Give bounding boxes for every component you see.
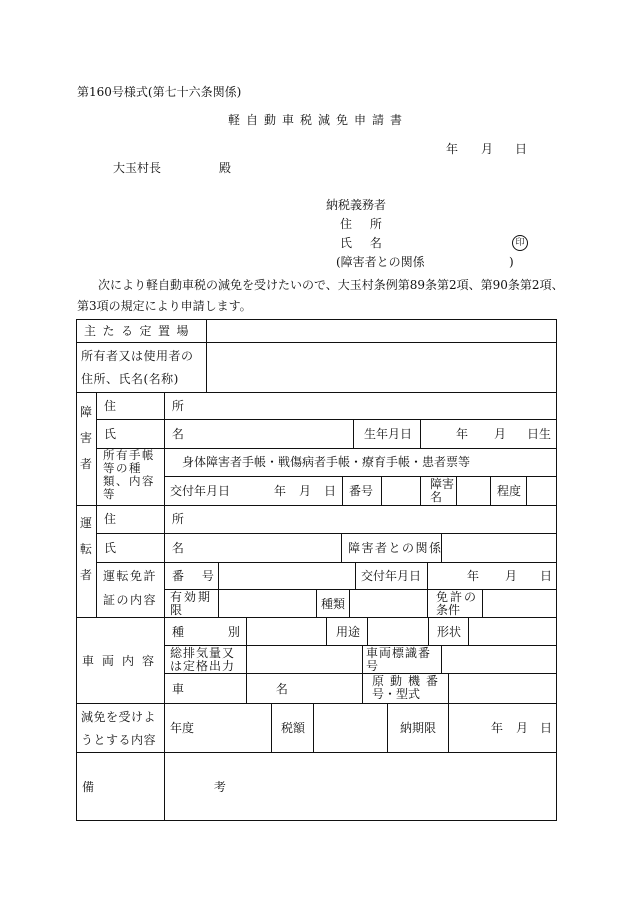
- handbook-label-line-2: 等の種: [103, 461, 142, 475]
- driver-group-label: 運 転 者: [79, 516, 92, 582]
- date-month-label: 月: [481, 142, 494, 156]
- vehicle-displacement-label-line-2: は定格出力: [170, 659, 236, 673]
- disability-degree-label: 程度: [497, 484, 522, 498]
- license-label-line-1: 運転免許: [103, 569, 158, 583]
- license-label-line-2: 証の内容: [103, 593, 158, 607]
- taxpayer-relation-close: ): [509, 255, 514, 269]
- handbook-issue-date-label: 交付年月日: [170, 484, 231, 498]
- driver-address-label: 住 所: [104, 512, 210, 526]
- birth-month-label: 月: [494, 427, 507, 441]
- exemption-deadline-month-label: 月: [516, 721, 529, 735]
- taxpayer-relation-label: (障害者との関係: [336, 255, 425, 269]
- handbook-issue-year-label: 年: [274, 484, 287, 498]
- vehicle-engine-label-line-1: 原動機番: [372, 674, 445, 688]
- license-issue-month-label: 月: [505, 569, 518, 583]
- disabled-address-label: 住 所: [104, 399, 210, 413]
- form-number: 第160号様式(第七十六条関係): [77, 85, 242, 99]
- seal-mark: 印: [512, 235, 528, 251]
- disabled-birthdate-label: 生年月日: [364, 427, 413, 441]
- license-conditions-label-line-2: 条件: [436, 603, 461, 617]
- vehicle-group-label: 車両内容: [82, 654, 163, 668]
- exemption-label-line-1: 減免を受けよ: [81, 710, 157, 724]
- intro-line-2: 第3項の規定により申請します。: [77, 299, 252, 313]
- license-validity-label-line-1: 有効期: [170, 590, 213, 604]
- handbook-label-line-3: 類、内容: [103, 474, 155, 488]
- taxpayer-name-label: 氏 名: [340, 236, 389, 250]
- vehicle-displacement-label-line-1: 総排気量又: [170, 646, 236, 660]
- license-validity-label-line-2: 限: [170, 603, 183, 617]
- license-issue-day-label: 日: [540, 569, 553, 583]
- disabled-group-label: 障 害 者: [79, 405, 92, 471]
- vehicle-plate-label-line-2: 号: [366, 659, 379, 673]
- owner-label-line-1: 所有者又は使用者の: [81, 349, 194, 363]
- vehicle-type-label: 種 別: [172, 625, 260, 639]
- handbook-label-line-1: 所有手帳: [103, 448, 155, 462]
- handbook-label-line-4: 等: [103, 487, 115, 501]
- vehicle-use-label: 用途: [336, 625, 361, 639]
- vehicle-shape-label: 形状: [437, 625, 462, 639]
- license-kind-label: 種類: [321, 597, 346, 611]
- exemption-deadline-year-label: 年: [491, 721, 504, 735]
- exemption-deadline-day-label: 日: [540, 721, 553, 735]
- exemption-year-label: 年度: [170, 721, 195, 735]
- driver-relation-label: 障害者との関係: [348, 541, 443, 555]
- handbook-number-label: 番号: [349, 484, 374, 498]
- handbook-issue-day-label: 日: [324, 484, 337, 498]
- owner-label-line-2: 住所、氏名(名称): [81, 372, 179, 386]
- license-issue-date-label: 交付年月日: [361, 569, 422, 583]
- exemption-label-line-2: うとする内容: [81, 733, 157, 747]
- disability-name-label-line-1: 障害: [430, 477, 455, 491]
- driver-name-label: 氏 名: [104, 541, 210, 555]
- exemption-tax-label: 税額: [281, 721, 306, 735]
- license-issue-year-label: 年: [467, 569, 480, 583]
- disabled-name-label: 氏 名: [104, 427, 210, 441]
- date-year-label: 年: [446, 142, 459, 156]
- vehicle-engine-label-line-2: 号・型式: [372, 687, 421, 701]
- vehicle-model-label: 車 名: [172, 682, 332, 696]
- exemption-deadline-label: 納期限: [400, 721, 437, 735]
- page-title: 軽自動車税減免申請書: [228, 113, 409, 127]
- vehicle-plate-label-line-1: 車両標識番: [366, 646, 432, 660]
- taxpayer-address-label: 住 所: [340, 217, 389, 231]
- handbook-types: 身体障害者手帳・戦傷病者手帳・療育手帳・患者票等: [182, 455, 471, 469]
- birth-year-label: 年: [456, 427, 469, 441]
- remarks-label: 備 考: [82, 780, 284, 794]
- birth-day-label: 日生: [527, 427, 552, 441]
- honorific: 殿: [219, 161, 232, 175]
- license-number-label: 番 号: [172, 569, 221, 583]
- license-conditions-label-line-1: 免許の: [436, 590, 479, 604]
- addressee: 大玉村長: [113, 161, 162, 175]
- handbook-issue-month-label: 月: [299, 484, 312, 498]
- intro-line-1: 次により軽自動車税の減免を受けたいので、大玉村条例第89条第2項、第90条第2項、: [98, 278, 564, 292]
- disability-name-label-line-2: 名: [430, 490, 443, 504]
- taxpayer-label: 納税義務者: [326, 198, 387, 212]
- date-day-label: 日: [515, 142, 528, 156]
- location-label: 主たる定置場: [84, 324, 196, 338]
